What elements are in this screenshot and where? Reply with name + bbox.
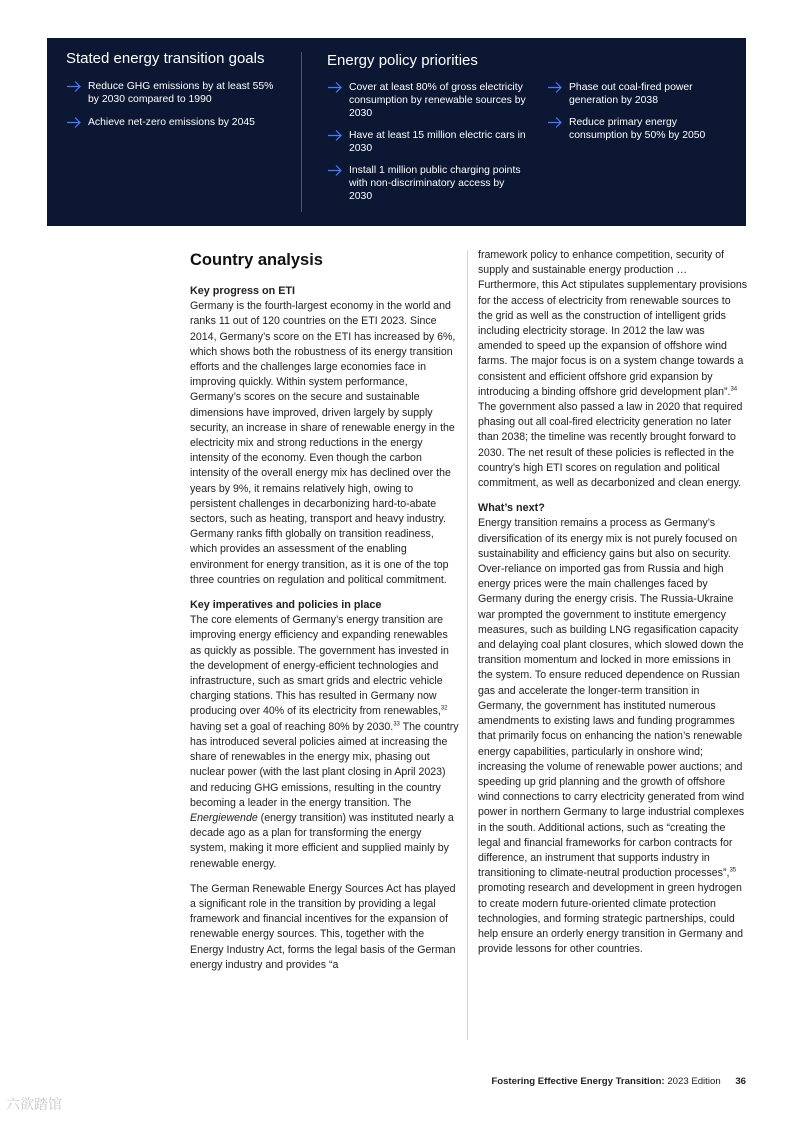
page-footer [491,1076,746,1087]
priorities-column [327,52,747,203]
article-right-column [478,248,748,957]
heading-whats-next: What’s next? [478,502,545,515]
report-title: Fostering Effective Energy Transition: [491,1076,665,1087]
goal-item [66,116,286,129]
goals-column [66,50,286,129]
arrow-right-icon [327,129,343,142]
heading-key-progress: Key progress on ETI [190,285,295,297]
paragraph-key-imperatives: The core elements of Germany’s energy transition are improving energy efficiency and expanding renewables as quickly as possible. The government has invested in the development of energy-efficient technologies and infrastructure, such as smart grids and electric vehicle charging stations. This has resulted in Germany now producing over 40% of its electricity from renewables,$^{32}$ having set a goal of reaching 80% by 2030.33 The country has introduced several policies aimed at increasing the share of renewables in the energy mix, phasing out nuclear power (with the last plant closing in April 2023) and reducing GHG emissions, resulting in the country becoming a leader in the energy transition. The Energiewende (energy transition) was instituted nearly a decade ago as a plan for transforming the energy system, making it more efficient and supplied mainly by renewable energy. [190,614,459,870]
priority-item [547,116,727,142]
arrow-right-icon [547,81,563,94]
heading-key-imperatives: Key imperatives and policies in place [190,599,382,612]
priority-item [327,129,527,155]
priority-text: Install 1 million public charging points with non-discriminatory access by 2030 [349,165,521,202]
section-title: Country analysis [190,251,323,269]
paragraph-act-continued: framework policy to enhance competition, security of supply and sustainable energy production … Furthermore, this Act stipulates supplementary provisions for the access of electricity from renewable sources to the grid as well as the construction of intelligent grids including electricity storage. In 2012 the law was amended to speed up the expansion of offshore wind farms. The major focus is on a system change towards a consistent and efficient offshore grid expansion by introducing a binding offshore grid development plan”.$^{34}$ The government also passed a law in 2020 that required phasing out all coal-fired electricity generation no later than 2038; the timeline was recently brought forward to 2030. The net result of these policies is reflected in the country’s high ETI scores on regulation and political commitment, as well as decarbonized and clean energy. [478,249,748,490]
priorities-list-left [327,72,527,203]
footnote-ref: 35 [729,867,737,874]
watermark-logo: 六欲踏馆 [6,1096,62,1112]
goals-title: Stated energy transition goals [66,50,265,67]
priority-text: Cover at least 80% of gross electricity consumption by renewable sources by 2030 [349,82,526,119]
goal-text: Reduce GHG emissions by at least 55% by 2030 compared to 1990 [88,81,274,105]
priority-item [327,81,527,120]
article-left-column [190,250,460,973]
goal-item [66,80,286,106]
footnote-ref: 33 [393,721,400,728]
priority-text: Phase out coal-fired power generation by 2038 [569,82,693,106]
priority-text: Reduce primary energy consumption by 50% by 2050 [569,117,706,141]
paragraph-whats-next: Energy transition remains a process as Germany’s diversification of its energy mix is not purely focused on sustainability and efficiency gains but also on security. Over-reliance on imported gas from Russia and high energy prices were the main challenges faced by Germany during the energy crisis. The Russia-Ukraine war prompted the government to institute emergency measures, such as building LNG regasification capacity and delaying coal plant closures, which slowed down the transition momentum and locked in more emissions in the system. To ensure reduced dependence on Russian gas and accelerate the longer-term transition in Germany, the government has instituted numerous amendments to existing laws and funding programmes that primarily focus on enhancing the nation’s renewable energy capabilities, particularly in onshore wind; increasing the volume of renewable power auctions; and speeding up grid planning and the growth of offshore wind connections to carry electricity generated from wind power in northern Germany to large industrial complexes in the south. Additional actions, such as “creating the legal and financial frameworks for carbon contracts for difference, an instrument that supports industry in transitioning to climate-neutral production processes”,$^{35}$ promoting research and development in green hydrogen to create modern future-oriented climate protection technologies, and forming strategic partnerships, could help ensure an orderly energy transition in Germany and provide lessons for other countries. [478,517,745,956]
goal-text: Achieve net-zero emissions by 2045 [88,117,255,128]
priorities-title: Energy policy priorities [327,52,478,69]
arrow-right-icon [327,81,343,94]
banner-divider [301,52,302,212]
arrow-right-icon [547,116,563,129]
column-divider [467,250,468,1040]
arrow-right-icon [66,116,82,129]
priority-item [327,164,527,203]
priority-text: Have at least 15 million electric cars in 2030 [349,130,526,154]
footnote-ref: 34 [730,386,738,393]
arrow-right-icon [66,80,82,93]
page-number: 36 [735,1076,746,1087]
goals-banner [47,38,746,226]
priorities-list-right [547,72,727,203]
footnote-ref: 32 [440,705,448,712]
arrow-right-icon [327,164,343,177]
report-edition: 2023 Edition [667,1076,721,1087]
paragraph-renewable-act: The German Renewable Energy Sources Act has played a significant role in the transition by providing a legal framework and financial incentives for the expansion of renewable energy sources. This, together with the Energy Industry Act, forms the legal basis of the German energy industry and provides “a [190,882,456,971]
priority-item [547,81,727,107]
paragraph-key-progress: Germany is the fourth-largest economy in the world and ranks 11 out of 120 countries on the ETI 2023. Since 2014, Germany’s score on the ETI has increased by 6%, which shows both the robustness of its energy transition efforts and the challenges large economies face in improving quickly. Within system performance, Germany’s scores on the secure and sustainable dimensions have improved, driven largely by supply security, an increase in share of renewable energy in the electricity mix and strong reductions in the energy intensity of the economy. Even though the carbon intensity of the overall energy mix has declined over the years by 9%, it remains relatively high, owing to persistent challenges in decarbonizing hard-to-abate sectors, such as heating, transport and heavy industry. Germany ranks fifth globally on transition readiness, which provides an assessment of the enabling environment for energy transition, as it is one of the top three countries on regulation and political commitment. [190,300,456,586]
